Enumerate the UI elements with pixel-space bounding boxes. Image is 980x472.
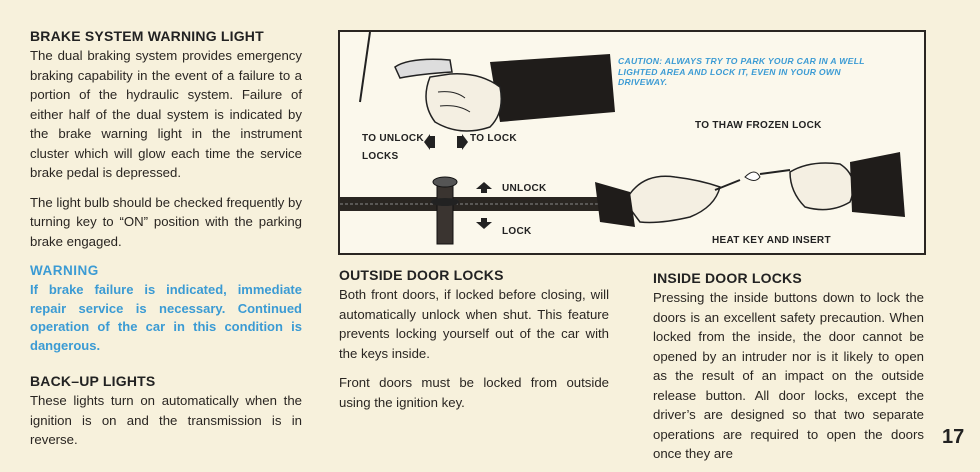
lock-label: LOCK: [502, 226, 532, 237]
brake-warning-heading: BRAKE SYSTEM WARNING LIGHT: [30, 28, 264, 44]
brake-warning-paragraph-2: The light bulb should be checked frequently by turning key to “ON” position with the parking brake engaged.: [30, 194, 302, 249]
right-column: [653, 270, 924, 464]
page-number: 17: [942, 426, 965, 448]
caution-note: CAUTION: ALWAYS TRY TO PARK YOUR CAR IN A WELL LIGHTED AREA AND LOCK IT, EVEN IN YOUR OWN DRIVEWAY.: [618, 56, 865, 87]
thaw-frozen-lock-label: TO THAW FROZEN LOCK: [695, 120, 822, 131]
unlock-label: UNLOCK: [502, 183, 547, 194]
outside-door-locks-paragraph-2: Front doors must be locked from outside using the ignition key.: [339, 375, 609, 410]
warning-text: If brake failure is indicated, immediate repair service is necessary. Continued operation of the car in this condition is dangerous.: [30, 282, 302, 353]
inside-door-locks-paragraph: Pressing the inside buttons down to lock the doors is an excellent safety precaution. When locked from the inside, the door cannot be opened by an intruder nor is it likely to open as the result of an impact on the outside release button. All door locks, except the driver’s are designed so that two separate operations are required to open the doors once they are: [653, 290, 924, 461]
to-lock-label: TO LOCK: [470, 133, 517, 144]
warning-heading: WARNING: [30, 263, 99, 278]
door-lock-illustration: [338, 30, 926, 255]
backup-lights-text: These lights turn on automatically when the ignition is on and the transmission is in reverse.: [30, 393, 302, 447]
middle-column: [339, 267, 609, 412]
outside-door-locks-heading: OUTSIDE DOOR LOCKS: [339, 267, 504, 283]
brake-warning-paragraph-1: The dual braking system provides emergency braking capability in the event of a failure to a portion of the hydraulic system. Failure of either half of the dual system is indicated by the brake warning light in the instrument cluster which will glow each time the service brake pedal is depressed.: [30, 48, 302, 180]
locks-label: LOCKS: [362, 151, 399, 162]
outside-door-locks-paragraph-1: Both front doors, if locked before closing, will automatically unlock when shut. This feature prevents locking yourself out of the car with the keys inside.: [339, 287, 609, 361]
left-column: [30, 28, 302, 450]
heat-key-label: HEAT KEY AND INSERT: [712, 235, 831, 246]
inside-door-locks-heading: INSIDE DOOR LOCKS: [653, 270, 802, 286]
backup-lights-heading: BACK–UP LIGHTS: [30, 373, 156, 389]
to-unlock-label: TO UNLOCK: [362, 133, 424, 144]
